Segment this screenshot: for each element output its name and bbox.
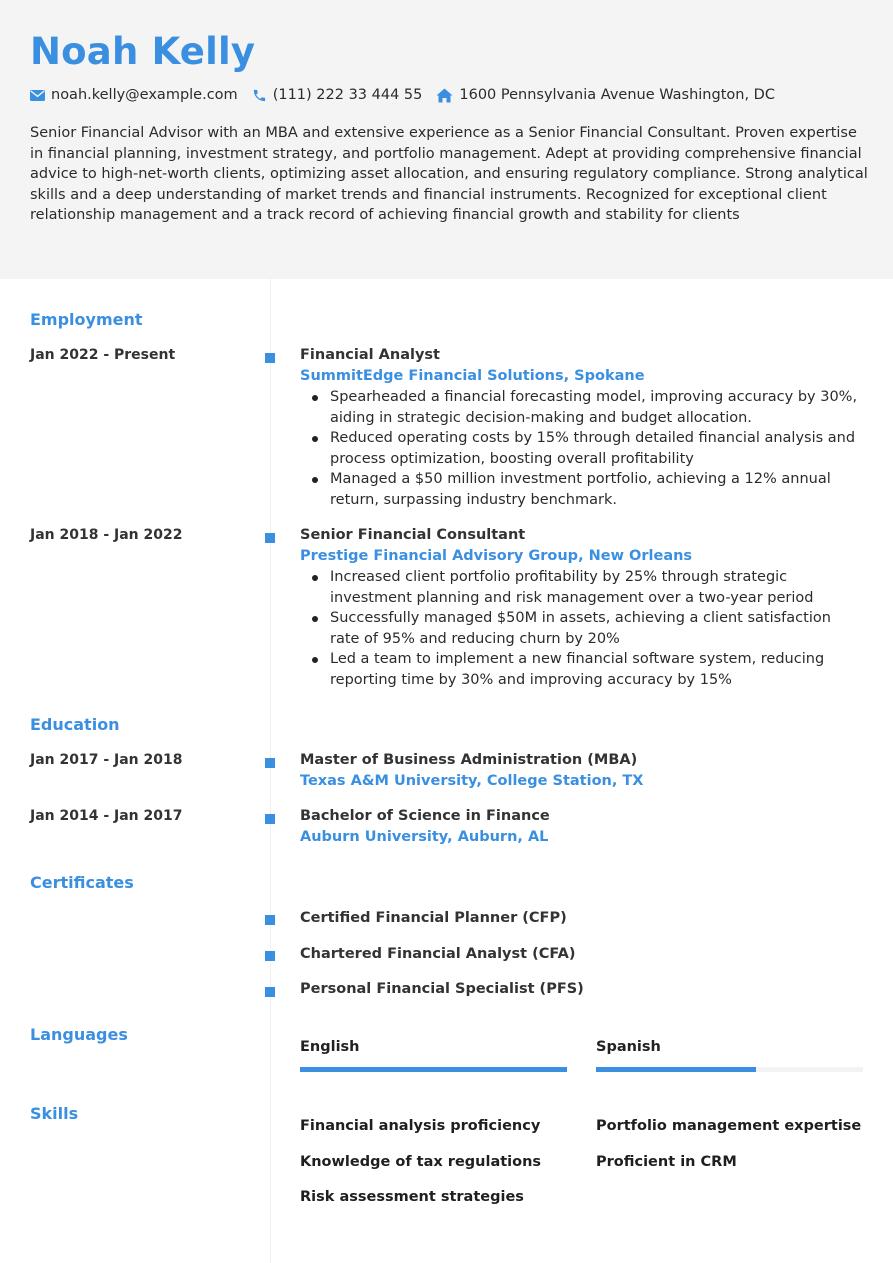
language-level-bar — [596, 1067, 863, 1072]
employment-dates: Jan 2022 - Present — [30, 347, 176, 363]
contact-phone[interactable] — [252, 87, 423, 103]
candidate-name: Noah Kelly — [30, 30, 256, 73]
employment-achievements — [300, 567, 863, 691]
education-dates: Jan 2014 - Jan 2017 — [30, 808, 183, 824]
employment-organization: SummitEdge Financial Solutions, Spokane — [300, 368, 645, 384]
timeline-marker — [265, 915, 275, 925]
education-dates: Jan 2017 - Jan 2018 — [30, 752, 183, 768]
education-degree: Master of Business Administration (MBA) — [300, 752, 638, 768]
section-title-education: Education — [30, 715, 120, 734]
email-text: noah.kelly@example.com — [51, 87, 238, 103]
employment-dates: Jan 2018 - Jan 2022 — [30, 527, 183, 543]
achievement-item: Managed a $50 million investment portfolio, achieving a 12% annual return, surpassing industry benchmark. — [300, 469, 863, 510]
contact-address — [436, 87, 775, 103]
column-divider — [270, 279, 271, 1263]
employment-achievements — [300, 387, 863, 511]
language-name: English — [300, 1039, 360, 1055]
language-level-fill — [300, 1067, 567, 1072]
section-title-employment: Employment — [30, 310, 143, 329]
achievement-item: Reduced operating costs by 15% through detailed financial analysis and process optimization, boosting overall profitability — [300, 428, 863, 469]
certificate-item: Chartered Financial Analyst (CFA) — [300, 946, 576, 962]
skill-item: Knowledge of tax regulations — [300, 1154, 542, 1170]
language-level-fill — [596, 1067, 756, 1072]
skill-item: Proficient in CRM — [596, 1154, 737, 1170]
timeline-marker — [265, 987, 275, 997]
professional-summary: Senior Financial Advisor with an MBA and extensive experience as a Senior Financial Consultant. Proven expertise in financial planning, investment strategy, and portfolio management. Adept at providing comprehensive financial advice to high-net-worth clients, optimizing asset allocation, and ensuring regulatory compliance. Strong analytical skills and a deep understanding of market trends and financial instruments. Recognized for exceptional client relationship management and a track record of achieving financial growth and stability for clients — [30, 125, 868, 224]
employment-role: Senior Financial Consultant — [300, 527, 526, 543]
achievement-item: Spearheaded a financial forecasting model, improving accuracy by 30%, aiding in strategic decision-making and budget allocation. — [300, 387, 863, 428]
address-text: 1600 Pennsylvania Avenue Washington, DC — [459, 87, 775, 103]
education-school: Texas A&M University, College Station, TX — [300, 773, 644, 789]
phone-icon — [252, 88, 267, 103]
certificate-item: Certified Financial Planner (CFP) — [300, 910, 567, 926]
skill-item: Portfolio management expertise — [596, 1118, 862, 1134]
home-icon — [436, 88, 453, 103]
language-level-bar — [300, 1067, 567, 1072]
resume-header — [0, 0, 893, 279]
skill-item: Financial analysis proficiency — [300, 1118, 541, 1134]
education-degree: Bachelor of Science in Finance — [300, 808, 550, 824]
achievement-item: Successfully managed $50M in assets, achieving a client satisfaction rate of 95% and reducing churn by 20% — [300, 608, 863, 649]
contact-info — [30, 85, 789, 105]
achievement-item: Increased client portfolio profitability by 25% through strategic investment planning and risk management over a two-year period — [300, 567, 863, 608]
timeline-marker — [265, 951, 275, 961]
section-title-certificates: Certificates — [30, 873, 134, 892]
employment-organization: Prestige Financial Advisory Group, New Orleans — [300, 548, 693, 564]
phone-text: (111) 222 33 444 55 — [272, 87, 423, 103]
section-title-languages: Languages — [30, 1025, 128, 1044]
section-title-skills: Skills — [30, 1104, 79, 1123]
skill-item: Risk assessment strategies — [300, 1189, 524, 1205]
employment-role: Financial Analyst — [300, 347, 440, 363]
timeline-marker — [265, 353, 275, 363]
envelope-icon — [30, 90, 45, 101]
timeline-marker — [265, 814, 275, 824]
language-name: Spanish — [596, 1039, 661, 1055]
achievement-item: Led a team to implement a new financial software system, reducing reporting time by 30% and improving accuracy by 15% — [300, 649, 863, 690]
education-school: Auburn University, Auburn, AL — [300, 829, 549, 845]
timeline-marker — [265, 758, 275, 768]
certificate-item: Personal Financial Specialist (PFS) — [300, 981, 584, 997]
contact-email[interactable] — [30, 87, 238, 103]
timeline-marker — [265, 533, 275, 543]
